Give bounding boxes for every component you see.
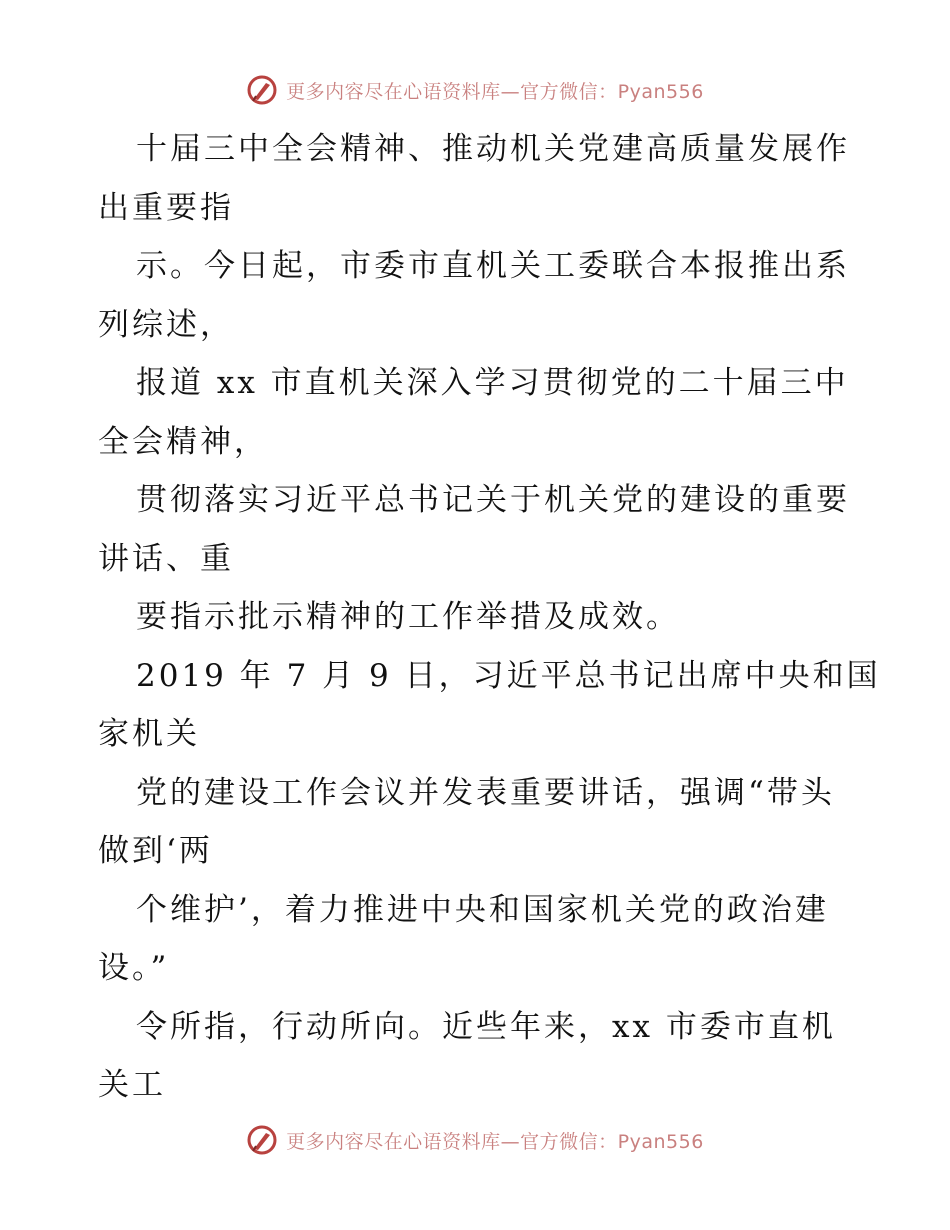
text-line: 个维护’，着力推进中央和国家机关党的政治建 bbox=[136, 891, 829, 928]
text-line: 做到‘两 bbox=[98, 833, 213, 869]
text-line: 示。今日起，市委市直机关工委联合本报推出系 bbox=[136, 248, 850, 284]
quill-logo-icon bbox=[246, 1124, 278, 1156]
watermark-footer bbox=[0, 1120, 950, 1160]
text-line: 全会精神， bbox=[98, 423, 268, 460]
text-line: 关工 bbox=[98, 1067, 166, 1103]
document-body bbox=[98, 120, 881, 1115]
text-line: 出重要指 bbox=[98, 189, 234, 226]
text-line: 令所指，行动所向。近些年来，xx 市委市直机 bbox=[136, 1008, 836, 1045]
watermark-text: 更多内容尽在心语资料库—官方微信：Pyan556 bbox=[286, 1130, 704, 1153]
quill-logo-icon bbox=[246, 74, 278, 106]
watermark-header bbox=[0, 70, 950, 110]
text-line: 设。” bbox=[98, 950, 170, 986]
text-line: 报道 xx 市直机关深入学习贯彻党的二十届三中 bbox=[136, 365, 849, 401]
text-line: 讲话、重 bbox=[98, 540, 234, 577]
text-line: 党的建设工作会议并发表重要讲话，强调“带头 bbox=[136, 774, 835, 811]
text-line: 贯彻落实习近平总书记关于机关党的建设的重要 bbox=[136, 482, 850, 518]
text-line: 列综述， bbox=[98, 306, 234, 343]
watermark-text: 更多内容尽在心语资料库—官方微信：Pyan556 bbox=[286, 80, 704, 103]
text-line: 十届三中全会精神、推动机关党建高质量发展作 bbox=[136, 131, 850, 167]
text-line: 家机关 bbox=[98, 716, 200, 752]
text-line: 要指示批示精神的工作举措及成效。 bbox=[136, 599, 680, 635]
text-line: 2019 年 7 月 9 日，习近平总书记出席中央和国 bbox=[136, 657, 881, 694]
